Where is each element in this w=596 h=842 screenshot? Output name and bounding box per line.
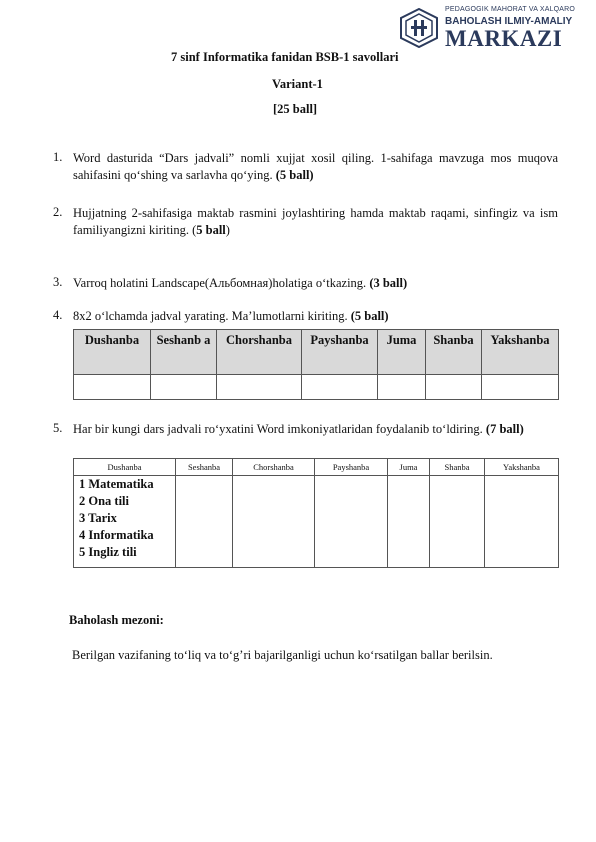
question-number: 4. — [53, 308, 63, 322]
logo-line-1: PEDAGOGIK MAHORAT VA XALQARO — [445, 6, 576, 13]
table-header-cell: Payshanba — [315, 459, 388, 476]
subject-item: 3 Tarix — [79, 511, 117, 525]
schedule-table-filled — [73, 458, 559, 568]
subject-item: 4 Informatika — [79, 528, 154, 542]
table-header-cell: Seshanb a — [151, 330, 217, 375]
question-text: Har bir kungi dars jadvali ro‘yxatini Word imkoniyatlaridan foydalanib to‘ldiring. — [73, 422, 486, 436]
table-header-cell: Yakshanba — [485, 459, 559, 476]
table-header-cell: Chorshanba — [217, 330, 302, 375]
table-cell — [378, 375, 426, 400]
question-number: 1. — [53, 150, 63, 164]
question-4 — [73, 308, 558, 325]
table-cell — [485, 476, 559, 568]
question-text: 8x2 o‘lchamda jadval yarating. Ma’lumotlarni kiriting. — [73, 309, 351, 323]
table-cell — [426, 375, 482, 400]
table-cell — [176, 476, 233, 568]
question-points: (5 ball) — [275, 168, 314, 182]
question-5 — [73, 421, 559, 438]
question-text-tail: ) — [225, 223, 230, 237]
table-header-cell: Dushanba — [74, 330, 151, 375]
subject-list-cell — [74, 476, 176, 568]
subject-item: 2 Ona tili — [79, 494, 130, 508]
question-points: 5 ball — [196, 223, 226, 237]
document-title: 7 sinf Informatika fanidan BSB-1 savollari — [171, 50, 399, 64]
organization-logo — [399, 4, 589, 52]
table-cell — [233, 476, 315, 568]
table-header-cell: Shanba — [430, 459, 485, 476]
table-header-cell: Payshanba — [302, 330, 378, 375]
table-header-cell: Chorshanba — [233, 459, 315, 476]
table-cell — [482, 375, 559, 400]
question-number: 3. — [53, 275, 63, 289]
question-points: (7 ball) — [485, 422, 524, 436]
table-cell — [151, 375, 217, 400]
question-3 — [73, 275, 558, 292]
table-header-cell: Dushanba — [74, 459, 176, 476]
table-header-cell: Shanba — [426, 330, 482, 375]
total-score: [25 ball] — [273, 102, 318, 116]
question-points: (5 ball) — [350, 309, 389, 323]
question-text: Varroq holatini Landscape(Альбомная)holatiga o‘tkazing. — [73, 276, 370, 290]
table-cell — [217, 375, 302, 400]
question-2 — [73, 205, 558, 239]
emblem-icon — [399, 8, 439, 48]
table-cell — [388, 476, 430, 568]
table-header-cell: Juma — [388, 459, 430, 476]
table-header-cell: Juma — [378, 330, 426, 375]
question-number: 5. — [53, 421, 63, 435]
question-number: 2. — [53, 205, 63, 219]
table-cell — [74, 375, 151, 400]
logo-line-3: MARKAZI — [445, 26, 563, 51]
logo-line-2: BAHOLASH ILMIY-AMALIY — [445, 16, 573, 27]
schedule-table-empty — [73, 329, 559, 400]
table-cell — [315, 476, 388, 568]
subject-item: 1 Matematika — [79, 477, 154, 491]
table-cell — [302, 375, 378, 400]
question-text: Hujjatning 2-sahifasiga maktab rasmini joylashtiring hamda maktab raqami, sinfingiz va ism familiyangizni kiriting. ( — [73, 206, 558, 237]
criteria-title: Baholash mezoni: — [69, 613, 164, 627]
table-cell — [430, 476, 485, 568]
question-1 — [73, 150, 558, 184]
table-header-cell: Seshanba — [176, 459, 233, 476]
table-header-cell: Yakshanba — [482, 330, 559, 375]
subject-item: 5 Ingliz tili — [79, 545, 137, 559]
criteria-text: Berilgan vazifaning to‘liq va to‘g’ri bajarilganligi uchun ko‘rsatilgan ballar berilsin. — [72, 648, 493, 662]
question-points: (3 ball) — [369, 276, 408, 290]
question-text: Word dasturida “Dars jadvali” nomli xujjat xosil qiling. 1-sahifaga mavzuga mos muqova sahifasini qo‘shing va sarlavha qo‘ying. — [73, 151, 558, 182]
variant-label: Variant-1 — [272, 77, 323, 91]
